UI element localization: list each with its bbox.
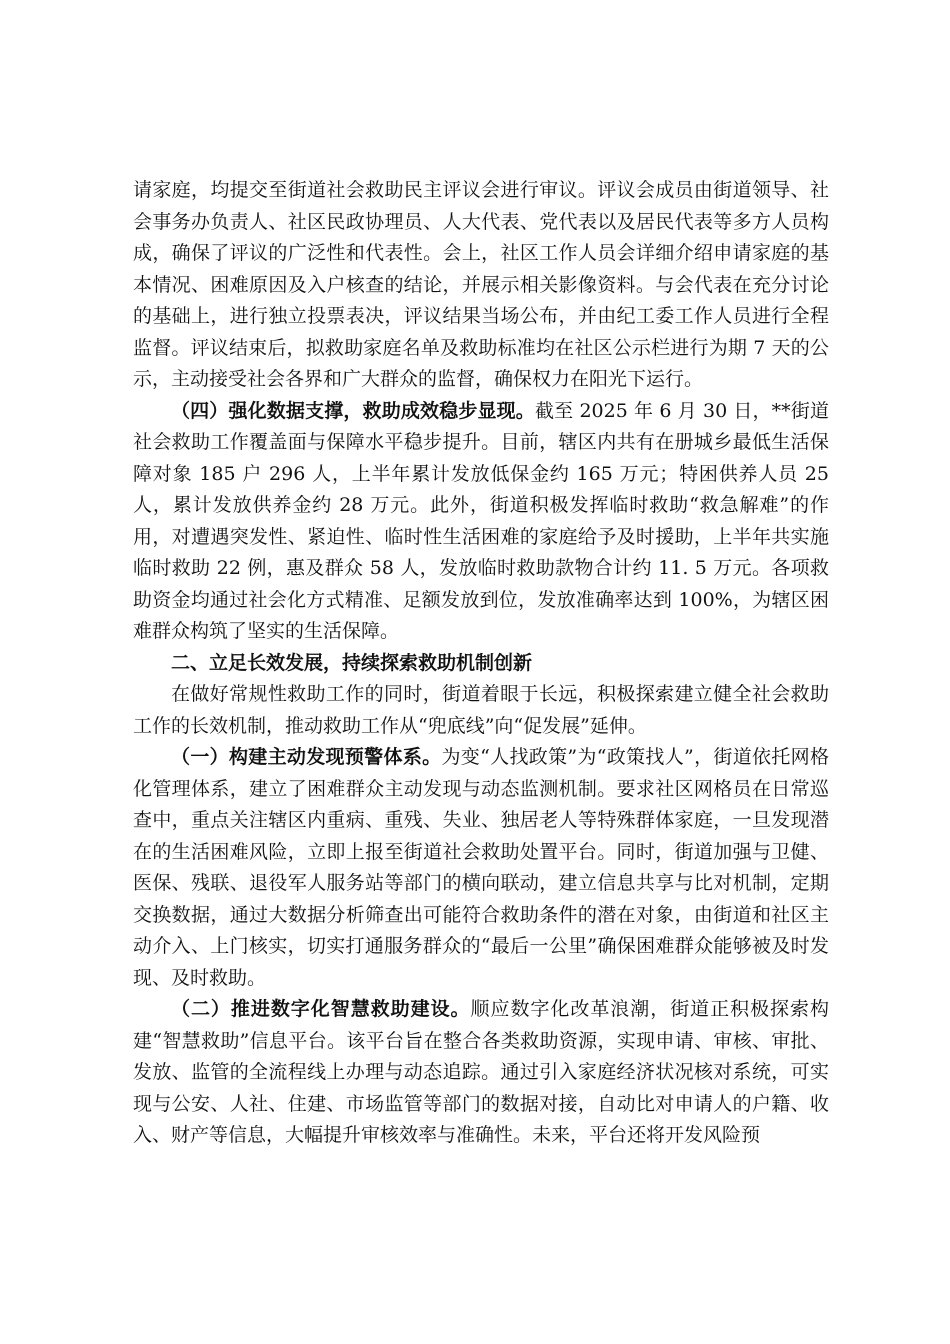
paragraph-digital-assistance	[133, 994, 829, 1152]
paragraph-long-term-mechanism	[133, 679, 829, 742]
paragraph-text: 截至 2025 年 6 月 30 日，**街道社会救助工作覆盖面与保障水平稳步提升。目前，辖区内共有在册城乡最低生活保障对象 185 户 296 人，上半年累计发放低保金约 165 万元；特困供养人员 25 人，累计发放供养金约 28 万元。此外，街道积极发挥临时救助“救急解难”的作用，对遭遇突发性、紧迫性、临时性生活困难的家庭给予及时援助，上半年共实施临时救助 22 例，惠及群众 58 人，发放临时救助款物合计约 11. 5 万元。各项救助资金均通过社会化方式精准、足额发放到位，发放准确率达到 100%，为辖区困难群众构筑了坚实的生活保障。	[133, 399, 829, 642]
paragraph-text: 为变“人找政策”为“政策找人”，街道依托网格化管理体系，建立了困难群众主动发现与动态监测机制。要求社区网格员在日常巡查中，重点关注辖区内重病、重残、失业、独居老人等特殊群体家庭，一旦发现潜在的生活困难风险，立即上报至街道社会救助处置平台。同时，街道加强与卫健、医保、残联、退役军人服务站等部门的横向联动，建立信息共享与比对机制，定期交换数据，通过大数据分析筛查出可能符合救助条件的潜在对象，由街道和社区主动介入、上门核实，切实打通服务群众的“最后一公里”确保困难群众能够被及时发现、及时救助。	[133, 746, 829, 989]
paragraph-lead-heading: （一）构建主动发现预警体系。	[171, 746, 442, 768]
paragraph-data-support	[133, 396, 829, 648]
document-page	[133, 175, 829, 1152]
paragraph-text: 请家庭，均提交至街道社会救助民主评议会进行审议。评议会成员由街道领导、社会事务办负责人、社区民政协理员、人大代表、党代表以及居民代表等多方人员构成，确保了评议的广泛性和代表性。会上，社区工作人员会详细介绍申请家庭的基本情况、困难原因及入户核查的结论，并展示相关影像资料。与会代表在充分讨论的基础上，进行独立投票表决，评议结果当场公布，并由纪工委工作人员进行全程监督。评议结束后，拟救助家庭名单及救助标准均在社区公示栏进行为期 7 天的公示，主动接受社会各界和广大群众的监督，确保权力在阳光下运行。	[133, 179, 829, 390]
paragraph-review-process	[133, 175, 829, 396]
paragraph-text: 在做好常规性救助工作的同时，街道着眼于长远，积极探索建立健全社会救助工作的长效机制，推动救助工作从“兜底线”向“促发展”延伸。	[133, 683, 829, 737]
section-heading-text: 二、立足长效发展，持续探索救助机制创新	[171, 651, 533, 674]
paragraph-early-warning	[133, 742, 829, 994]
paragraph-text: 顺应数字化改革浪潮，街道正积极探索构建“智慧救助”信息平台。该平台旨在整合各类救助资源，实现申请、审核、审批、发放、监管的全流程线上办理与动态追踪。通过引入家庭经济状况核对系统，可实现与公安、人社、住建、市场监管等部门的数据对接，自动比对申请人的户籍、收入、财产等信息，大幅提升审核效率与准确性。未来，平台还将开发风险预	[133, 998, 829, 1146]
section-heading-mechanism-innovation	[133, 648, 829, 680]
paragraph-lead-heading: （二）推进数字化智慧救助建设。	[171, 998, 471, 1020]
paragraph-lead-heading: （四）强化数据支撑，救助成效稳步显现。	[171, 399, 535, 422]
